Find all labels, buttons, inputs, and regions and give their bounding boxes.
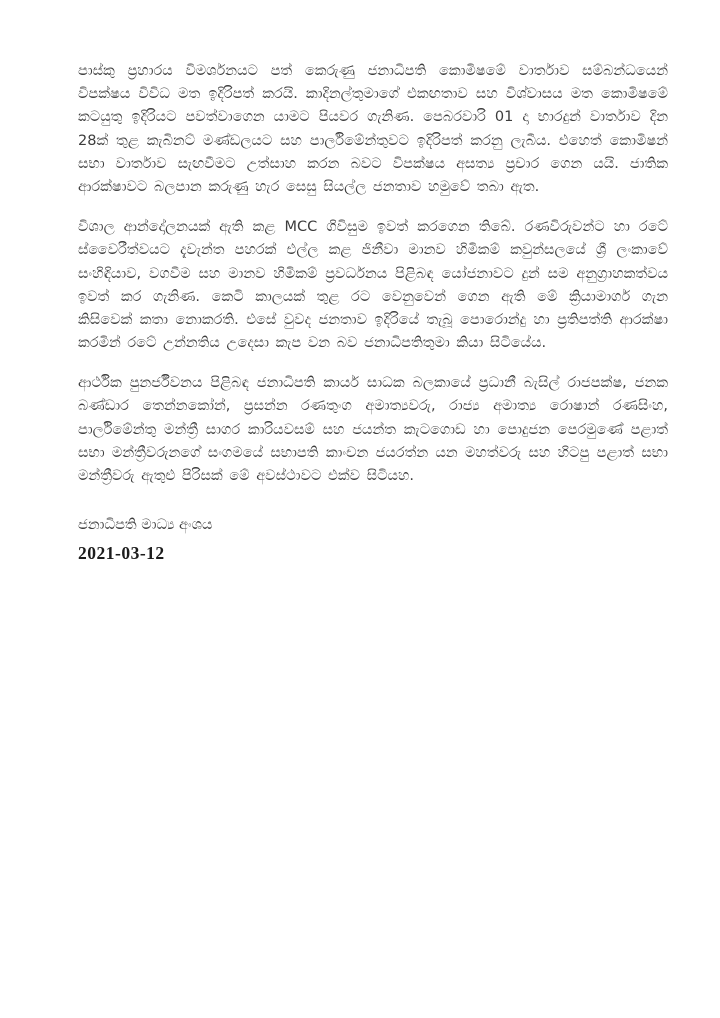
press-release-body: [78, 60, 668, 567]
paragraph-easter-attack-commission-report: පාස්කු ප්‍රහාරය විමර්ශනයට පත් කෙරුණු ජනාධිපති කොමිෂමේ වාර්තාව සම්බන්ධයෙන් විපක්ෂය විවිධ මත ඉදිරිපත් කරයි. කාදිනල්තුමාගේ එකඟතාව සහ විශ්වාසය මත කොමිෂමේ කටයුතු ඉදිරියට පවත්වාගෙන යාමට පියවර ගැනිණ. පෙබරවාරි 01 දා භාරදුන් වාර්තාව දින 28ක් තුළ කැබිනට් මණ්ඩලයට සහ පාර්ලිමේන්තුවට ඉදිරිපත් කරනු ලැබීය. එහෙත් කොමිෂන් සභා වාර්තාව සැඟවීමට උත්සාහ කරන බවට විපක්ෂය අසත්‍ය ප්‍රචාර ගෙන යයි. ජාතික ආරක්ෂාවට බලපාන කරුණු හැර සෙසු සියල්ල ජනතාව හමුවේ තබා ඇත.: [78, 63, 668, 195]
paragraph-attendees-list: ආර්ථික පුනර්ජීවනය පිළිබඳ ජනාධිපති කාර්ය සාධක බලකායේ ප්‍රධානී බැසිල් රාජපක්ෂ, ජනක බණ්ඩාර තෙන්නකෝන්, ප්‍රසන්න රණතුංග අමාත්‍යවරු, රාජ්‍ය අමාත්‍ය රොෂාන් රණසිංහ, පාර්ලිමේන්තු මන්ත්‍රී සාගර කාරියවසම් සහ ජයන්ත කැටගොඩ හා පොදුජන පෙරමුණේ පළාත් සභා මන්ත්‍රීවරුනගේ සංගමයේ සභාපති කාංචන ජයරත්න යන මහත්වරු සහ හිටපු පළාත් සභා මන්ත්‍රීවරු ඇතුළු පිරිසක් මේ අවස්ථාවට එක්ව සිටියහ.: [78, 375, 668, 484]
document-date: 2021-03-12: [78, 543, 165, 564]
issuing-division: ජනාධිපති මාධ්‍ය අංශය: [78, 517, 213, 534]
signature-block: [78, 514, 668, 567]
paragraph-mcc-agreement-geneva: විශාල ආන්දෝලනයක් ඇති කළ MCC ගිවිසුම ඉවත් කරගෙන තිබේ. රණවිරුවන්ට හා රටේ ස්වෛරීත්වයට දැවැන්ත පහරක් එල්ල කළ ජිනීවා මානව හිමිකම් කවුන්සලයේ ශ්‍රී ලංකාවේ සංහිඳියාව, වගවීම සහ මානව හිමිකම් ප්‍රවර්ධනය පිළිබඳ යෝජනාවට දුන් සම අනුග්‍රාහකත්වය ඉවත් කර ගැනිණ. කෙටි කාලයක් තුළ රට වෙනුවෙන් ගෙන ඇති මේ ක්‍රියාමාර්ග ගැන කිසිවෙක් කතා නොකරති. එසේ වුවද ජනතාව ඉදිරියේ තැබූ පොරොන්දු හා ප්‍රතිපත්ති ආරක්ෂා කරමින් රටේ උන්නතිය උදෙසා කැප වන බව ජනාධිපතිතුමා කියා සිටියේය.: [78, 219, 668, 352]
